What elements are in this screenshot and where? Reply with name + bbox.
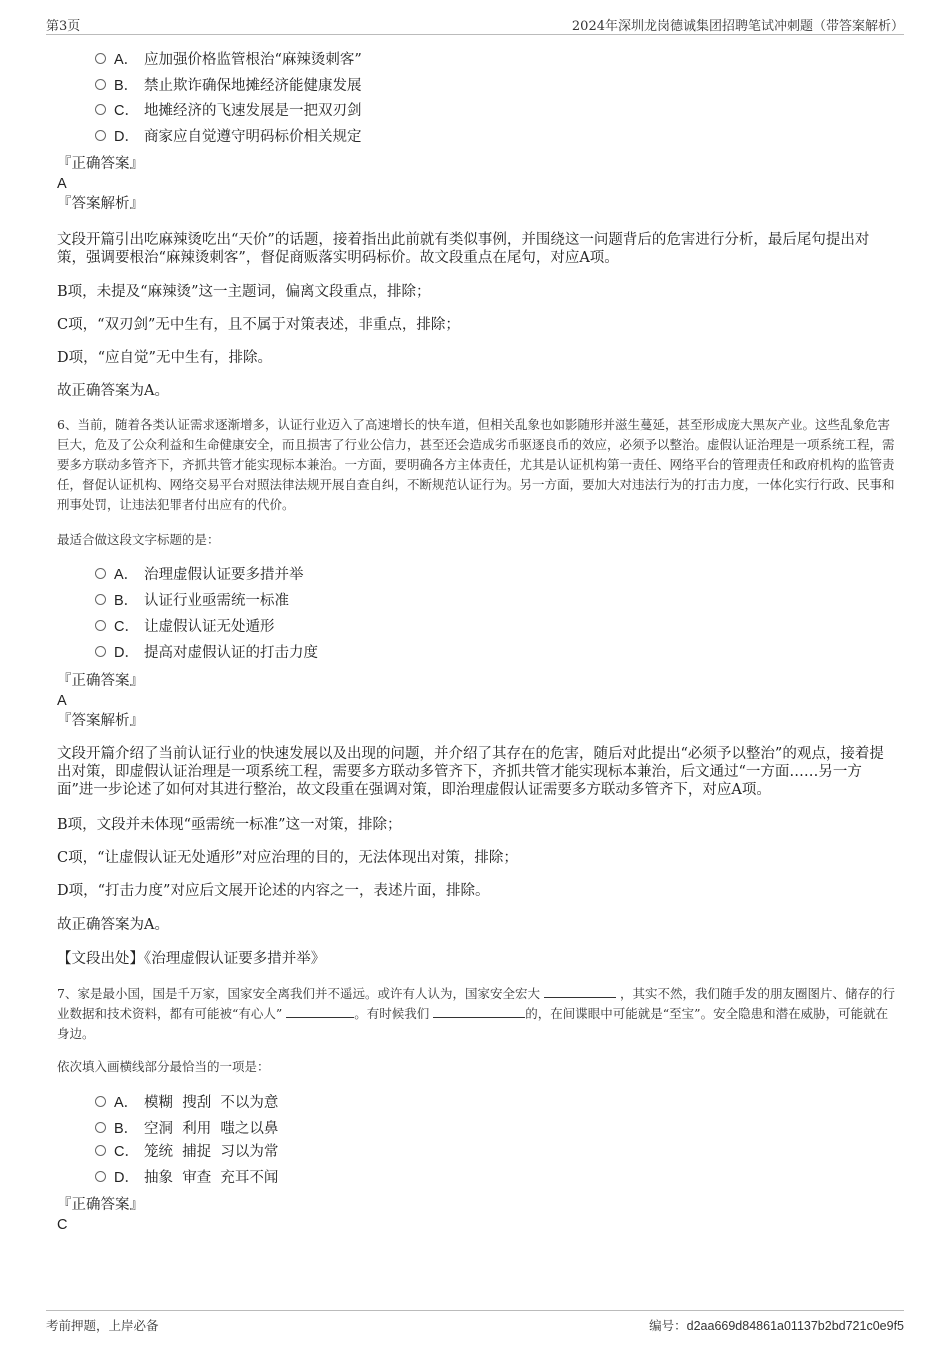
option-d[interactable]: D． 提高对虚假认证的打击力度 xyxy=(95,644,318,662)
analysis-paragraph: 文段开篇介绍了当前认证行业的快速发展以及出现的问题，并介绍了其存在的危害，随后对此提出“必须予以整治”的观点，接着提出对策，即虚假认证治理是一项系统工程，需要多方联动多管齐下，齐抓共管才能实现标本兼治，后文通过“一方面……另一方面”进一步论述了如何对其进行整治，故文段重在强调对策，即治理虚假认证需要多方联动多管齐下，对应A项。 xyxy=(57,746,884,798)
radio-icon[interactable] xyxy=(95,104,106,115)
option-b[interactable]: B． 认证行业亟需统一标准 xyxy=(95,592,289,610)
radio-icon[interactable] xyxy=(95,1122,106,1133)
fill-blank xyxy=(433,1005,525,1018)
document-title: 2024年深圳龙岗德诚集团招聘笔试冲刺题（带答案解析） xyxy=(571,19,904,34)
radio-icon[interactable] xyxy=(95,594,106,605)
radio-icon[interactable] xyxy=(95,53,106,64)
analysis-paragraph: D项，“打击力度”对应后文展开论述的内容之一，表述片面，排除。 xyxy=(57,883,490,899)
radio-icon[interactable] xyxy=(95,130,106,141)
analysis-conclusion: 故正确答案为A。 xyxy=(57,383,169,399)
radio-icon[interactable] xyxy=(95,568,106,579)
document-code: 编号：d2aa669d84861a01137b2bd721c0e9f5 xyxy=(649,1318,904,1333)
radio-icon[interactable] xyxy=(95,1096,106,1107)
analysis-paragraph: D项，“应自觉”无中生有，排除。 xyxy=(57,350,272,366)
fill-blank xyxy=(544,985,616,998)
footer-slogan: 考前押题，上岸必备 xyxy=(46,1318,159,1333)
option-b[interactable]: B． 禁止欺诈确保地摊经济能健康发展 xyxy=(95,77,362,95)
radio-icon[interactable] xyxy=(95,620,106,631)
analysis-label: 『答案解析』 xyxy=(57,713,144,729)
answer-value: C xyxy=(57,1217,68,1233)
analysis-label: 『答案解析』 xyxy=(57,196,144,212)
answer-label: 『正确答案』 xyxy=(57,1197,144,1213)
analysis-paragraph: 文段开篇引出吃麻辣烫吃出“天价”的话题，接着指出此前就有类似事例，并围绕这一问题背后的危害进行分析，最后尾句提出对策，强调要根治“麻辣烫刺客”，督促商贩落实明码标价。故文段重点在尾句，对应A项。 xyxy=(57,232,870,266)
page-header xyxy=(46,14,904,35)
option-a[interactable]: A． 治理虚假认证要多措并举 xyxy=(95,566,304,584)
answer-value: A xyxy=(57,693,67,709)
answer-value: A xyxy=(57,176,67,192)
answer-label: 『正确答案』 xyxy=(57,156,144,172)
page-footer xyxy=(46,1310,904,1337)
question-6-text: 6、当前，随着各类认证需求逐渐增多，认证行业迈入了高速增长的快车道，但相关乱象也如影随形并滋生蔓延，甚至形成庞大黑灰产业。这些乱象危害巨大，危及了公众利益和生命健康安全，而且损害了行业公信力，甚至还会造成劣币驱逐良币的效应，必须予以整治。虚假认证治理是一项系统工程，需要多方联动多管齐下，齐抓共管才能实现标本兼治。一方面，要明确各方主体责任，尤其是认证机构第一责任、网络平台的管理责任和政府机构的监管责任，督促认证机构、网络交易平台对照法律法规开展自查自纠，不断规范认证行为。另一方面，要加大对违法行为的打击力度，一体化实行行政、民事和刑事处罚，让违法犯罪者付出应有的代价。 xyxy=(57,417,895,512)
analysis-conclusion: 故正确答案为A。 xyxy=(57,917,169,933)
analysis-paragraph: C项，“让虚假认证无处遁形”对应治理的目的，无法体现出对策，排除； xyxy=(57,850,518,866)
option-a[interactable]: A． 模糊 搜刮 不以为意 xyxy=(95,1094,278,1112)
option-c[interactable]: C． 笼统 捕捉 习以为常 xyxy=(95,1143,278,1161)
answer-label: 『正确答案』 xyxy=(57,673,144,689)
radio-icon[interactable] xyxy=(95,1145,106,1156)
question-7-prompt: 依次填入画横线部分最恰当的一项是： xyxy=(57,1059,270,1074)
analysis-paragraph: B项，未提及“麻辣烫”这一主题词，偏离文段重点，排除； xyxy=(57,284,431,300)
option-d[interactable]: D． 抽象 审查 充耳不闻 xyxy=(95,1169,278,1187)
source-citation: 【文段出处】《治理虚假认证要多措并举》 xyxy=(57,951,326,967)
analysis-paragraph: C项，“双刃剑”无中生有，且不属于对策表述，非重点，排除； xyxy=(57,317,460,333)
radio-icon[interactable] xyxy=(95,646,106,657)
analysis-paragraph: B项，文段并未体现“亟需统一标准”这一对策，排除； xyxy=(57,817,402,833)
radio-icon[interactable] xyxy=(95,79,106,90)
option-c[interactable]: C． 地摊经济的飞速发展是一把双刃剑 xyxy=(95,102,362,120)
radio-icon[interactable] xyxy=(95,1171,106,1182)
option-d[interactable]: D． 商家应自觉遵守明码标价相关规定 xyxy=(95,128,362,146)
question-6-prompt: 最适合做这段文字标题的是： xyxy=(57,532,220,547)
option-b[interactable]: B． 空洞 利用 嗤之以鼻 xyxy=(95,1120,278,1138)
option-c[interactable]: C． 让虚假认证无处遁形 xyxy=(95,618,275,636)
option-a[interactable]: A． 应加强价格监管根治“麻辣烫刺客” xyxy=(95,51,362,69)
question-7-text: 7、家是最小国，国是千万家，国家安全离我们并不遥远。或许有人认为，国家安全宏大 ，其实不然，我们随手发的朋友圈图片、储存的行业数据和技术资料，都有可能被“有心人” 。有时候我们 的，在间谍眼中可能就是“至宝”。安全隐患和潜在威胁，可能就在身边。 xyxy=(57,986,895,1041)
fill-blank xyxy=(286,1005,354,1018)
page-number: 第3页 xyxy=(46,19,81,34)
